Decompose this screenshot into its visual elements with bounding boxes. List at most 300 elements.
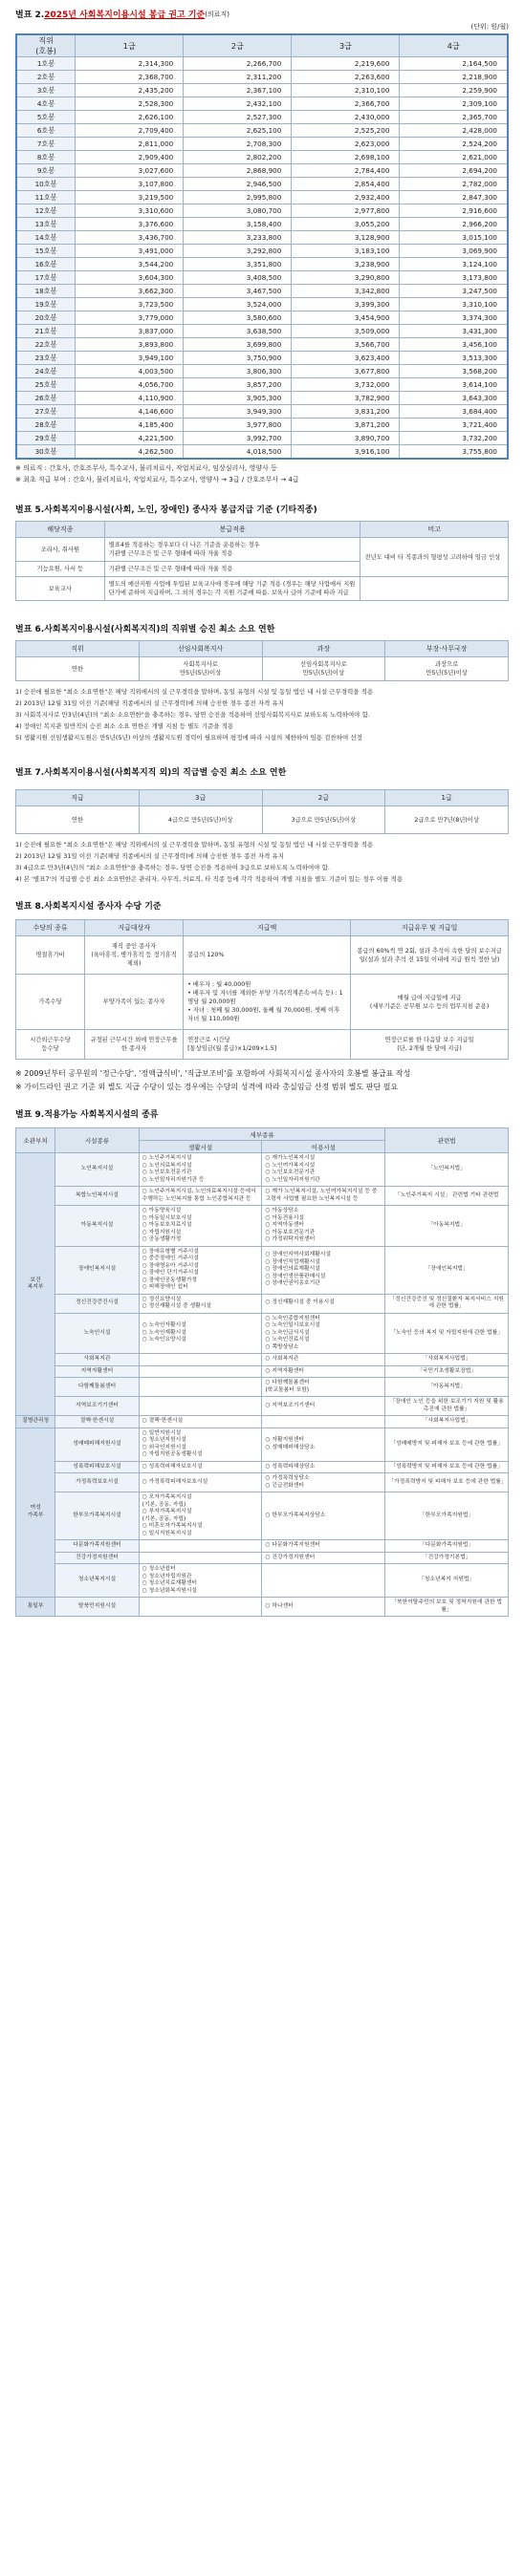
table-row <box>16 1428 509 1461</box>
community-cell: ○ 한부모가족복지상담소 <box>262 1492 385 1540</box>
pay-cell: 2,623,000 <box>292 138 400 151</box>
pay-cell: 2,909,400 <box>76 151 184 164</box>
pay-cell: 3,732,200 <box>400 432 508 445</box>
t9-title <box>15 1107 509 1120</box>
note-item: 5) 생활지원 선임생활지도원은 만5년(5년) 이상의 생활지도원 경력이 필요하며 평정에 따라 시설의 제한하여 임용 검찬하여 선정 <box>15 734 362 741</box>
pay-cell: 3,080,700 <box>184 204 292 218</box>
pay-cell: 3,750,900 <box>184 352 292 365</box>
step-cell: 13호봉 <box>16 218 76 231</box>
pay-cell: 3,055,200 <box>292 218 400 231</box>
facility-type-cell: 결핵·한센시설 <box>55 1416 140 1428</box>
facility-type-cell: 다함께돌봄센터 <box>55 1378 140 1397</box>
step-cell: 8호봉 <box>16 151 76 164</box>
pay-cell: 3,399,300 <box>292 298 400 311</box>
table-row <box>16 285 508 298</box>
law-cell: 「한부모가족지원법」 <box>385 1492 509 1540</box>
t8-header: 지급액 <box>184 920 351 936</box>
pay-cell: 3,662,300 <box>76 285 184 298</box>
step-cell: 20호봉 <box>16 311 76 325</box>
pay-cell: 3,831,200 <box>292 405 400 419</box>
note-line: ※ 의료직 : 간호사, 간호조무사, 특수교사, 물리치료사, 작업치료사, 임상심리사, 영양사 등 <box>15 464 277 472</box>
pay-cell: 3,233,800 <box>184 231 292 245</box>
table-row <box>16 1416 509 1428</box>
table-row <box>16 1473 509 1492</box>
t9-header: 세부종류 <box>139 1128 385 1141</box>
job-cell: 보육교사 <box>16 577 105 601</box>
step-cell: 21호봉 <box>16 325 76 338</box>
step-cell: 1호봉 <box>16 57 76 71</box>
residential-cell: ○ 성폭력피해자보호시설 <box>139 1461 262 1473</box>
community-cell: ○ 자활지원센터 ○ 성매매피해상담소 <box>262 1428 385 1461</box>
step-cell: 24호봉 <box>16 365 76 378</box>
t7-title-main: 사회복지이용시설(사회복지직 외)의 직급별 승진 최소 소요 연한 <box>44 768 287 778</box>
t8-cell: • 배우자 : 월 40,000원 • 배우자 및 자녀를 제외한 부양 가족(직계존속·비속 등) : 1명당 월 20,000원 • 자녀 : 첫째 월 30,000원, 둘째 월 70,000원, 셋째 이후 자녀 월 110,000원 <box>184 975 351 1030</box>
law-cell: 「사회복지사업법」 <box>385 1354 509 1366</box>
note-line: ※ 최초 직급 부여 : 간호사, 물리치료사, 작업치료사, 특수교사, 영양사 → 3급 / 간호조무사 → 4급 <box>15 476 299 483</box>
t6-notes <box>15 687 509 742</box>
facility-type-cell: 정신건강증진시설 <box>55 1294 140 1313</box>
law-cell: 「성폭력방지 및 피해자 보호 등에 관한 법률」 <box>385 1461 509 1473</box>
table-row <box>16 1492 509 1540</box>
note-item: 1) 승진에 필요한 "최소 소요연한"은 해당 직위에서의 실 근무경력을 말하며, 동일 유형의 시설 및 동일 법인 내 시설 근무경력을 적용 <box>15 841 374 848</box>
t2-title-highlight: 2025년 사회복지이용시설 봉급 권고 기준 <box>44 11 206 20</box>
facility-type-cell: 지역보조기기센터 <box>55 1397 140 1416</box>
table-row <box>16 1540 509 1553</box>
residential-cell: ○ 일반지원시설 ○ 청소년지원시설 ○ 외국인지원시설 ○ 자립지원공동생활시설 <box>139 1428 262 1461</box>
table-row <box>16 405 508 419</box>
t2-title <box>15 8 509 20</box>
pay-cell: 3,376,600 <box>76 218 184 231</box>
facility-type-cell: 다문화가족지원센터 <box>55 1540 140 1553</box>
t6-header: 직위 <box>16 641 140 657</box>
step-cell: 16호봉 <box>16 258 76 271</box>
pay-cell: 4,056,700 <box>76 378 184 392</box>
pay-cell: 3,949,100 <box>76 352 184 365</box>
table-row <box>16 138 508 151</box>
pay-cell: 3,732,000 <box>292 378 400 392</box>
pay-cell: 3,643,300 <box>400 392 508 405</box>
pay-cell: 3,614,100 <box>400 378 508 392</box>
pay-cell: 2,368,700 <box>76 71 184 84</box>
pay-cell: 2,626,100 <box>76 111 184 124</box>
pay-rule-line: 별도의 예산지원 사업에 투입된 보육교사에 경우에 해당 기준 적용 (경우는 해당 사업에서 지원 <box>108 581 356 588</box>
table-row <box>16 1354 509 1366</box>
pay-cell: 3,638,500 <box>184 325 292 338</box>
pay-cell: 2,625,100 <box>184 124 292 138</box>
table-row <box>16 271 508 285</box>
pay-table <box>15 33 509 460</box>
pay-cell: 2,219,600 <box>292 57 400 71</box>
pay-cell: 2,621,000 <box>400 151 508 164</box>
pay-cell: 2,698,100 <box>292 151 400 164</box>
community-cell: ○ 다문화가족지원센터 <box>262 1540 385 1553</box>
t6-cell: 과장으로 만5년(5년)이상 <box>385 657 509 681</box>
pay-cell: 2,435,200 <box>76 84 184 97</box>
pay-cell: 3,436,700 <box>76 231 184 245</box>
pay-cell: 2,314,300 <box>76 57 184 71</box>
pay-cell: 2,432,100 <box>184 97 292 111</box>
law-cell: 「국민기초생활보장법」 <box>385 1365 509 1378</box>
table-row <box>16 151 508 164</box>
t2-title-prefix: 별표 2. <box>15 11 45 20</box>
t8-header: 수당의 종류 <box>16 920 85 936</box>
step-cell: 25호봉 <box>16 378 76 392</box>
note-item: 4) 장애인 복지관 일반직의 승진 최소 소요 연한은 개별 지침 등 별도 기준을 적용 <box>15 722 234 730</box>
pay-cell: 3,374,300 <box>400 311 508 325</box>
community-cell: ○ 노숙인종합지원센터 ○ 노숙인일시보호시설 ○ 노숙인급식시설 ○ 노숙인진료시설 ○ 쪽방상담소 <box>262 1313 385 1354</box>
table-row <box>16 1378 509 1397</box>
pay-cell: 3,467,500 <box>184 285 292 298</box>
pay-cell: 3,310,100 <box>400 298 508 311</box>
pay-header: 2급 <box>184 34 292 57</box>
pay-cell: 3,128,900 <box>292 231 400 245</box>
step-cell: 28호봉 <box>16 419 76 432</box>
pay-cell: 3,107,800 <box>76 178 184 191</box>
t8-cell: 명절휴가비 <box>16 936 85 975</box>
pay-header: 3급 <box>292 34 400 57</box>
law-cell: 「가정폭력방지 및 피해자 보호 등에 관한 법률」 <box>385 1473 509 1492</box>
residential-cell: ○ 장애유형별 거주시설 ○ 중증장애인 거주시설 ○ 장애영유아 거주시설 ○ 장애인 단기거주시설 ○ 장애인공동생활가정 ○ 피해장애인 쉼터 <box>139 1246 262 1294</box>
pay-cell: 4,110,900 <box>76 392 184 405</box>
note-item: 3) 사회복지사로 만3년(4년)의 "최소 소요연한"을 충족하는 경우, 당연 승진을 적용하여 선임사회복지사로 보하도록 노력하여야 함. <box>15 711 370 719</box>
note-item: ※ 가이드라인 권고 기준 외 별도 지급 수당이 있는 경우에는 수당의 성격에 따라 총실임금 산정 범위 별도 판단 필요 <box>15 1083 399 1091</box>
step-cell: 23호봉 <box>16 352 76 365</box>
pay-cell: 2,811,000 <box>76 138 184 151</box>
t7-notes <box>15 840 509 884</box>
community-cell: ○ 아동상담소 ○ 아동전용시설 ○ 지역아동센터 ○ 아동보호전문기관 ○ 가정위탁지원센터 <box>262 1206 385 1247</box>
pay-cell: 2,946,500 <box>184 178 292 191</box>
pay-cell: 3,604,300 <box>76 271 184 285</box>
step-cell: 4호봉 <box>16 97 76 111</box>
table-row <box>16 365 508 378</box>
pay-cell: 3,684,400 <box>400 405 508 419</box>
pay-cell: 3,491,000 <box>76 245 184 258</box>
pay-cell: 3,566,700 <box>292 338 400 352</box>
pay-cell: 3,124,100 <box>400 258 508 271</box>
pay-cell: 2,365,700 <box>400 111 508 124</box>
pay-cell: 3,977,800 <box>184 419 292 432</box>
t6-header: 선임사회복지사 <box>139 641 262 657</box>
table-row <box>16 298 508 311</box>
table-row <box>16 57 508 71</box>
community-cell: ○ 사회복지관 <box>262 1354 385 1366</box>
pay-rule-line: 별표4를 적용하는 경우보다 더 나은 기준을 운용하는 경우 <box>108 542 260 548</box>
t5-header: 비고 <box>360 522 509 538</box>
t8-cell: 시간외근무수당 등수당 <box>16 1030 85 1060</box>
step-cell: 6호봉 <box>16 124 76 138</box>
t9-subheader: 이용시설 <box>262 1141 385 1153</box>
facility-type-cell: 사회복지관 <box>55 1354 140 1366</box>
pay-cell: 4,262,500 <box>76 445 184 460</box>
community-cell <box>262 1564 385 1598</box>
pay-cell: 3,247,500 <box>400 285 508 298</box>
pay-cell: 2,527,300 <box>184 111 292 124</box>
law-cell: 「청소년복지 지원법」 <box>385 1564 509 1598</box>
pay-cell: 3,292,800 <box>184 245 292 258</box>
facility-type-cell: 복합노인복지시설 <box>55 1187 140 1206</box>
pay-cell: 2,430,000 <box>292 111 400 124</box>
job-cell: 조리사, 취사원 <box>16 538 105 562</box>
facility-type-cell: 아동복지시설 <box>55 1206 140 1247</box>
pay-cell: 2,310,100 <box>292 84 400 97</box>
community-cell: ○ 성폭력피해상담소 <box>262 1461 385 1473</box>
pay-cell: 2,311,200 <box>184 71 292 84</box>
pay-cell: 2,263,600 <box>292 71 400 84</box>
t6-title <box>15 622 509 634</box>
pay-cell: 2,995,800 <box>184 191 292 204</box>
pay-cell: 3,290,800 <box>292 271 400 285</box>
t7-cell: 연한 <box>16 806 140 834</box>
pay-cell: 2,847,300 <box>400 191 508 204</box>
pay-cell: 2,854,400 <box>292 178 400 191</box>
note-item: 2) 2013년 12월 31일 이전 기준(해당 직종에서의 실 근무경력)에 의해 승진한 경우 종전 자격 유지 <box>15 699 284 707</box>
pay-cell: 3,015,100 <box>400 231 508 245</box>
t2-notes <box>15 462 509 485</box>
step-cell: 5호봉 <box>16 111 76 124</box>
law-cell: 「노인복지법」 <box>385 1153 509 1187</box>
ministry-cell: 질병관리청 <box>16 1416 55 1428</box>
pay-rule-line: 기관별 근무조건 및 근무 형태에 따라 자율 적용 <box>108 566 233 572</box>
table-row <box>16 191 508 204</box>
t8-cell: 연장근로를 한 다음달 보수 지급일 (단, 2개월 한 달에 지급) <box>351 1030 509 1060</box>
t8-cell: 규정된 근무시간 외에 연장근무를 한 종사자 <box>85 1030 184 1060</box>
pay-cell: 2,977,800 <box>292 204 400 218</box>
step-cell: 29호봉 <box>16 432 76 445</box>
pay-cell: 3,992,700 <box>184 432 292 445</box>
law-cell: 「아동복지법」 <box>385 1378 509 1397</box>
table-row <box>16 97 508 111</box>
table-row <box>16 1030 509 1060</box>
step-cell: 27호봉 <box>16 405 76 419</box>
t8-cell: 가족수당 <box>16 975 85 1030</box>
pay-cell: 2,266,700 <box>184 57 292 71</box>
table-row <box>16 1294 509 1313</box>
t8-header: 지급유무 및 지급일 <box>351 920 509 936</box>
table-row <box>16 1313 509 1354</box>
step-cell: 9호봉 <box>16 164 76 178</box>
t6-header: 과장 <box>262 641 385 657</box>
table-row <box>16 204 508 218</box>
t6-header: 부장·사무국장 <box>385 641 509 657</box>
pay-cell: 3,779,000 <box>76 311 184 325</box>
t9-table <box>15 1127 509 1617</box>
community-cell: ○ 재가노인복지시설 ○ 노인여가복지시설 ○ 노인보호전문기관 ○ 노인일자리지원기관 <box>262 1153 385 1187</box>
law-cell: 「성매매방지 및 피해자 보호 등에 관한 법률」 <box>385 1428 509 1461</box>
table-row <box>16 1206 509 1247</box>
t7-header: 1급 <box>385 790 509 806</box>
t8-title-prefix: 별표 8. <box>15 902 45 912</box>
t9-subheader: 생활시설 <box>139 1141 262 1153</box>
table-row <box>16 71 508 84</box>
law-cell: 「다문화가족지원법」 <box>385 1540 509 1553</box>
pay-cell: 3,158,400 <box>184 218 292 231</box>
t6-cell: 연한 <box>16 657 140 681</box>
table-row <box>16 1461 509 1473</box>
pay-cell: 3,905,300 <box>184 392 292 405</box>
community-cell: ○ 다함께돌봄센터 (학교돌봄터 포함) <box>262 1378 385 1397</box>
step-cell: 22호봉 <box>16 338 76 352</box>
pay-cell: 3,027,600 <box>76 164 184 178</box>
ministry-cell: 통일부 <box>16 1598 55 1617</box>
t7-title <box>15 765 509 778</box>
residential-cell <box>139 1552 262 1564</box>
t7-header: 직급 <box>16 790 140 806</box>
table-row <box>16 178 508 191</box>
note-item: 4) 본 '별표7'의 직급별 승진 최소 소요연한은 관리자, 사무직, 의료직, 타 직종 등에 각각 적용하여 개별 지침을 별도 기준이 있는 경우 이를 적용 <box>15 875 404 883</box>
table-row <box>16 1365 509 1378</box>
pay-cell: 2,782,000 <box>400 178 508 191</box>
residential-cell: ○ 정신요양시설 ○ 정신재활시설 중 생활시설 <box>139 1294 262 1313</box>
ministry-cell: 여성 가족부 <box>16 1428 55 1598</box>
t5-title-main: 사회복지이용시설(사회, 노인, 장애인) 종사자 봉급지급 기준 (기타직종) <box>44 505 317 515</box>
residential-cell: ○ 가정폭력피해자보호시설 <box>139 1473 262 1492</box>
law-cell: 「노인주거복지 시설」 관련법 기타 관련법 <box>385 1187 509 1206</box>
table-row <box>16 111 508 124</box>
note-item: ※ 2009년부터 공무원의 '정근수당', '정액급식비', '직급보조비'를 포함하여 사회복지시설 종사자의 호봉별 봉급표 작성 <box>15 1069 411 1078</box>
facility-type-cell: 한부모가족복지시설 <box>55 1492 140 1540</box>
pay-cell: 3,524,000 <box>184 298 292 311</box>
pay-cell: 2,694,200 <box>400 164 508 178</box>
t5-title-prefix: 별표 5. <box>15 505 45 515</box>
t7-header: 2급 <box>262 790 385 806</box>
table-row <box>16 325 508 338</box>
t6-cell: 사회복지사로 만5년(5년)이상 <box>139 657 262 681</box>
facility-type-cell: 건강가정지원센터 <box>55 1552 140 1564</box>
residential-cell <box>139 1397 262 1416</box>
table-row <box>16 311 508 325</box>
facility-type-cell: 성폭력피해보호시설 <box>55 1461 140 1473</box>
t9-header: 시설종류 <box>55 1128 140 1153</box>
pay-cell: 4,146,600 <box>76 405 184 419</box>
pay-header: 직위 (호봉) <box>16 34 76 57</box>
pay-cell: 3,893,800 <box>76 338 184 352</box>
community-cell: ○ 장애인지역사회재활시설 ○ 장애인직업재활시설 ○ 장애인의료재활시설 ○ 장애인생산품판매시설 ○ 장애인권익옹호기관 <box>262 1246 385 1294</box>
pay-cell: 2,916,600 <box>400 204 508 218</box>
table-row <box>16 245 508 258</box>
t8-cell: 부양가족이 있는 종사자 <box>85 975 184 1030</box>
job-cell: 기능요원, 사서 등 <box>16 562 105 577</box>
table-row <box>16 936 509 975</box>
pay-cell: 4,018,500 <box>184 445 292 460</box>
pay-cell: 3,310,600 <box>76 204 184 218</box>
facility-type-cell: 지역자활센터 <box>55 1365 140 1378</box>
ministry-cell: 보건 복지부 <box>16 1153 55 1416</box>
t6-table <box>15 640 509 681</box>
pay-cell: 2,528,300 <box>76 97 184 111</box>
pay-cell: 3,580,600 <box>184 311 292 325</box>
pay-cell: 2,966,200 <box>400 218 508 231</box>
law-cell: 「사회복지사업법」 <box>385 1416 509 1428</box>
table-row <box>16 1564 509 1598</box>
step-cell: 18호봉 <box>16 285 76 298</box>
pay-rule-line: 기관별 근무조건 및 근무 형태에 따라 자율 적용 <box>108 550 233 557</box>
table-row <box>16 975 509 1030</box>
law-cell: 「건강가정기본법」 <box>385 1552 509 1564</box>
step-cell: 7호봉 <box>16 138 76 151</box>
community-cell: ○ 재가 노인복지시설, 노인여가복지시설 등 중 고령자 사업별 필요한 노인복지시설 등 <box>262 1187 385 1206</box>
facility-type-cell: 가정폭력보호시설 <box>55 1473 140 1492</box>
remark-cell: 전년도 대비 타 직종과의 형평성 고려하여 임금 인상 <box>360 538 509 577</box>
law-cell: 「정신건강증진 및 정신질환자 복지서비스 지원에 관한 법률」 <box>385 1294 509 1313</box>
law-cell: 「장애인 노인 등을 위한 보조기기 지원 및 활용촉진에 관한 법률」 <box>385 1397 509 1416</box>
pay-cell: 3,408,500 <box>184 271 292 285</box>
pay-cell: 3,949,300 <box>184 405 292 419</box>
t7-table <box>15 789 509 834</box>
table-row <box>16 538 509 562</box>
pay-cell: 3,173,800 <box>400 271 508 285</box>
step-cell: 17호봉 <box>16 271 76 285</box>
table-row <box>16 84 508 97</box>
t8-title <box>15 899 509 912</box>
residential-cell: ○ 모자가족복지시설 (기본, 공동, 자립) ○ 부자가족복지시설 (기본, 공동, 자립) ○ 미혼모자가족복지시설 ○ 일시지원복지시설 <box>139 1492 262 1540</box>
pay-cell: 3,342,800 <box>292 285 400 298</box>
pay-cell: 3,456,100 <box>400 338 508 352</box>
table-row <box>16 231 508 245</box>
facility-type-cell: 청소년복지시설 <box>55 1564 140 1598</box>
pay-cell: 3,509,000 <box>292 325 400 338</box>
community-cell: ○ 지역자활센터 <box>262 1365 385 1378</box>
pay-cell: 3,916,100 <box>292 445 400 460</box>
residential-cell <box>139 1378 262 1397</box>
pay-rule-line: 단가에 준하여 지급하며, 그 외의 경우는 각 지원 기준에 따름. 보육사 급여 기준에 따라 지급 <box>108 590 349 596</box>
pay-cell: 3,782,900 <box>292 392 400 405</box>
t7-title-prefix: 별표 7. <box>15 768 45 778</box>
community-cell: ○ 가정폭력상담소 ○ 긴급전화센터 <box>262 1473 385 1492</box>
facility-type-cell: 탈북민지원시설 <box>55 1598 140 1617</box>
t8-cell: 재직 중인 종사자 (육아휴직, 병가휴직 등 정기휴직 제외) <box>85 936 184 975</box>
residential-cell <box>139 1540 262 1553</box>
t8-notes <box>15 1067 509 1094</box>
t6-title-prefix: 별표 6. <box>15 625 45 634</box>
table-row <box>16 445 508 460</box>
residential-cell <box>139 1598 262 1617</box>
pay-header: 4급 <box>400 34 508 57</box>
pay-cell: 4,185,400 <box>76 419 184 432</box>
pay-cell: 2,428,000 <box>400 124 508 138</box>
pay-cell: 2,524,200 <box>400 138 508 151</box>
step-cell: 10호봉 <box>16 178 76 191</box>
pay-cell: 2,309,100 <box>400 97 508 111</box>
t5-header: 해당직종 <box>16 522 105 538</box>
residential-cell: ○ 노인주거복지시설, 노인의료복지시설 등에서 수행하는 노인복지를 통합 노인종합복지관 등 <box>139 1187 262 1206</box>
t9-title-prefix: 별표 9. <box>15 1110 45 1120</box>
note-item: 3) 4급으로 만3년(4년)의 "최소 소요연한"을 충족하는 경우, 당연 승진을 적용하여 3급으로 보하도록 노력하여야 함. <box>15 864 330 871</box>
facility-type-cell: 성매매피해지원시설 <box>55 1428 140 1461</box>
pay-cell: 2,525,200 <box>292 124 400 138</box>
community-cell <box>262 1416 385 1428</box>
pay-cell: 3,723,500 <box>76 298 184 311</box>
table-row <box>16 392 508 405</box>
pay-cell: 2,802,200 <box>184 151 292 164</box>
table-row <box>16 419 508 432</box>
table-row <box>16 1246 509 1294</box>
residential-cell <box>139 1354 262 1366</box>
pay-cell: 3,806,300 <box>184 365 292 378</box>
pay-cell: 2,932,400 <box>292 191 400 204</box>
residential-cell: ○ 노인주거복지시설 ○ 노인의료복지시설 ○ 노인보호전문기관 ○ 노인일자리지원기관 등 <box>139 1153 262 1187</box>
t2-unit: (단위: 원/월) <box>470 23 509 31</box>
step-cell: 12호봉 <box>16 204 76 218</box>
pay-cell: 2,366,700 <box>292 97 400 111</box>
facility-type-cell: 장애인복지시설 <box>55 1246 140 1294</box>
table-row <box>16 164 508 178</box>
t8-cell: 매월 급여 지급일에 지급 (세부기준은 공무원 보수 등의 업무지침 준용) <box>351 975 509 1030</box>
t6-cell: 선임사회복지사로 만5년(5년)이상 <box>262 657 385 681</box>
pay-cell: 3,183,100 <box>292 245 400 258</box>
pay-cell: 3,238,900 <box>292 258 400 271</box>
step-cell: 11호봉 <box>16 191 76 204</box>
community-cell: ○ 하나센터 <box>262 1598 385 1617</box>
